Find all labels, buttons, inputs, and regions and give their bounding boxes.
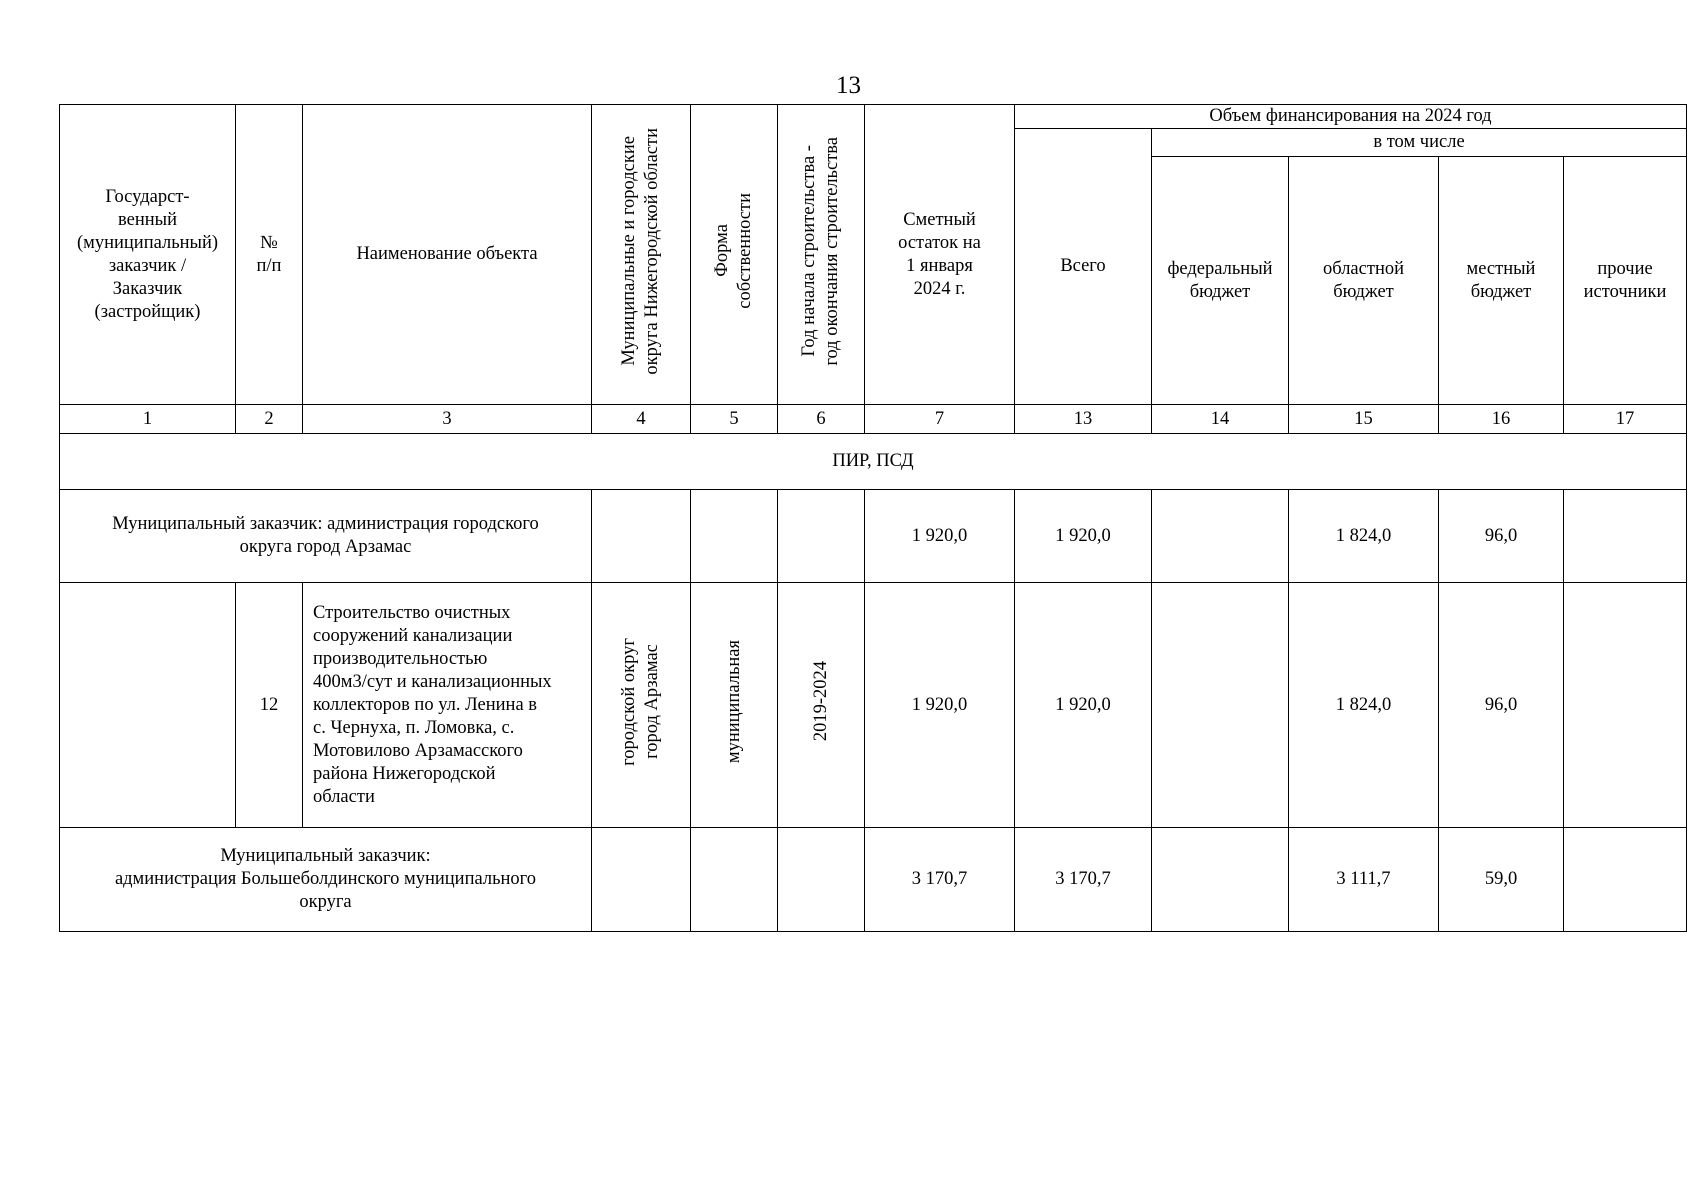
- ownership-cell: [691, 828, 778, 932]
- federal-cell: [1152, 828, 1289, 932]
- total-cell: 1 920,0: [1015, 490, 1152, 583]
- years-cell: [778, 828, 865, 932]
- local-cell: 59,0: [1439, 828, 1564, 932]
- column-number: 2: [236, 405, 303, 434]
- regional-cell: 1 824,0: [1289, 583, 1439, 828]
- column-number-row: [60, 405, 1687, 434]
- customer-cell: Муниципальный заказчик: администрация Большеболдинского муниципального округа: [60, 828, 592, 932]
- funding-table: [59, 104, 1687, 932]
- estimate-cell: 1 920,0: [865, 490, 1015, 583]
- column-number: 14: [1152, 405, 1289, 434]
- header-including: в том числе: [1152, 129, 1687, 157]
- column-number: 16: [1439, 405, 1564, 434]
- customer-cell: [60, 583, 236, 828]
- ownership-cell: муниципальная: [691, 583, 778, 828]
- total-cell: 1 920,0: [1015, 583, 1152, 828]
- ownership-cell: [691, 490, 778, 583]
- number-cell: 12: [236, 583, 303, 828]
- column-number: 17: [1564, 405, 1687, 434]
- local-cell: 96,0: [1439, 490, 1564, 583]
- municipality-cell: [592, 828, 691, 932]
- regional-cell: 1 824,0: [1289, 490, 1439, 583]
- column-number: 5: [691, 405, 778, 434]
- table-row: [60, 490, 1687, 583]
- other-cell: [1564, 828, 1687, 932]
- estimate-cell: 3 170,7: [865, 828, 1015, 932]
- other-cell: [1564, 583, 1687, 828]
- estimate-cell: 1 920,0: [865, 583, 1015, 828]
- federal-cell: [1152, 583, 1289, 828]
- column-number: 3: [303, 405, 592, 434]
- table-row: [60, 583, 1687, 828]
- header-funding-title: Объем финансирования на 2024 год: [1015, 105, 1687, 129]
- header-local: местный бюджет: [1439, 157, 1564, 405]
- column-number: 13: [1015, 405, 1152, 434]
- local-cell: 96,0: [1439, 583, 1564, 828]
- header-customer: Государст- венный (муниципальный) заказчик / Заказчик (застройщик): [60, 105, 236, 405]
- customer-cell: Муниципальный заказчик: администрация городского округа город Арзамас: [60, 490, 592, 583]
- header-regional: областной бюджет: [1289, 157, 1439, 405]
- header-estimate: Сметный остаток на 1 января 2024 г.: [865, 105, 1015, 405]
- column-number: 4: [592, 405, 691, 434]
- header-object-name: Наименование объекта: [303, 105, 592, 405]
- total-cell: 3 170,7: [1015, 828, 1152, 932]
- federal-cell: [1152, 490, 1289, 583]
- column-number: 1: [60, 405, 236, 434]
- object-name-cell: Строительство очистных сооружений канализации производительностью 400м3/сут и канализационных коллекторов по ул. Ленина в с. Чернуха, п. Ломовка, с. Мотовилово Арзамасского района Нижегородской области: [303, 583, 592, 828]
- years-cell: 2019-2024: [778, 583, 865, 828]
- header-total: Всего: [1015, 129, 1152, 405]
- column-number: 6: [778, 405, 865, 434]
- header-number: № п/п: [236, 105, 303, 405]
- column-number: 7: [865, 405, 1015, 434]
- section-title: ПИР, ПСД: [60, 434, 1687, 490]
- header-municipality: Муниципальные и городские округа Нижегородской области: [592, 105, 691, 405]
- header-federal: федеральный бюджет: [1152, 157, 1289, 405]
- column-number: 15: [1289, 405, 1439, 434]
- regional-cell: 3 111,7: [1289, 828, 1439, 932]
- header-row-1: [60, 105, 1687, 129]
- other-cell: [1564, 490, 1687, 583]
- header-other: прочие источники: [1564, 157, 1687, 405]
- page-number: 13: [836, 72, 861, 99]
- section-row: [60, 434, 1687, 490]
- municipality-cell: [592, 490, 691, 583]
- header-years: Год начала строительства - год окончания строительства: [778, 105, 865, 405]
- municipality-cell: городской округ город Арзамас: [592, 583, 691, 828]
- header-ownership: Форма собственности: [691, 105, 778, 405]
- years-cell: [778, 490, 865, 583]
- table-row: [60, 828, 1687, 932]
